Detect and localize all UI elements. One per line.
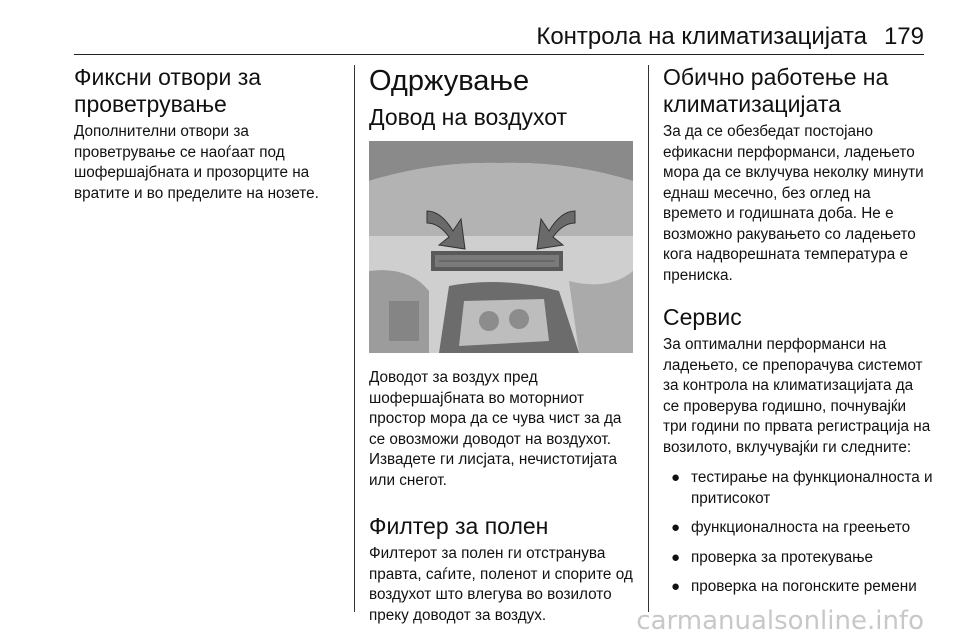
column-3 [663, 64, 933, 607]
section-heading-fixed-vents: Фиксни отвори за проветрување [74, 64, 262, 117]
ac-operation-text: За да се обезбедат постојано ефикасни перформанси, ладењето мора да се вклучува неколку минути еднаш месечно, без оглед на времето и годишната доба. Не е возможно ракувањето со ладењето кога надворешната температура е прениска. [663, 123, 924, 284]
section-heading-ac-operation: Обично работење на климатизацијата [663, 64, 889, 117]
bullet-icon: ● [671, 578, 681, 595]
air-intake-caption: Доводот за воздух пред шофершајбната во моторниот простор мора да се чува чист за да се овозможи доводот на воздухот. Извадете ги лисјата, нечистотијата или снегот. [369, 369, 622, 489]
column-divider-1 [354, 65, 355, 612]
service-text: За оптимални перформанси на ладењето, се препорачува системот за контрола на климатизацијата да се проверува годишно, почнувајќи три години по првата регистрација на возилото, вклучувајќи ги следните: [663, 336, 931, 456]
column-divider-2 [648, 65, 649, 612]
bullet-icon: ● [671, 548, 681, 566]
service-checklist [663, 468, 933, 598]
subheading-service: Сервис [663, 304, 742, 330]
fixed-vents-text: Дополнителни отвори за проветрување се наоѓаат под шофершајбната и прозорците на вратите и во пределите на нозете. [74, 123, 319, 202]
list-item: ● тестирање на функционалноста и притисокот [671, 469, 933, 507]
bullet-icon: ● [671, 519, 681, 536]
header-rule [74, 54, 924, 55]
section-heading-maintenance: Одржување [369, 65, 530, 97]
list-item: ● функционалноста на греењето [663, 518, 933, 539]
column-2 [369, 64, 637, 626]
subheading-pollen-filter: Филтер за полен [369, 513, 549, 539]
list-item: ● проверка на погонските ремени [663, 577, 933, 598]
list-item: ● проверка за протекување [663, 548, 933, 569]
pollen-filter-text: Филтерот за полен ги отстранува правта, саѓите, поленот и спорите од воздухот што влегува во возилото преку доводот за воздух. [369, 545, 633, 624]
page-header-title: Контрола на климатизацијата [536, 23, 867, 50]
bullet-icon: ● [671, 469, 681, 486]
engine-bay-photo [369, 141, 633, 353]
watermark: carmanualsonline.info [636, 606, 924, 636]
column-1 [74, 64, 344, 204]
page-number: 179 [883, 23, 924, 50]
subheading-air-intake: Довод на воздухот [369, 104, 568, 130]
